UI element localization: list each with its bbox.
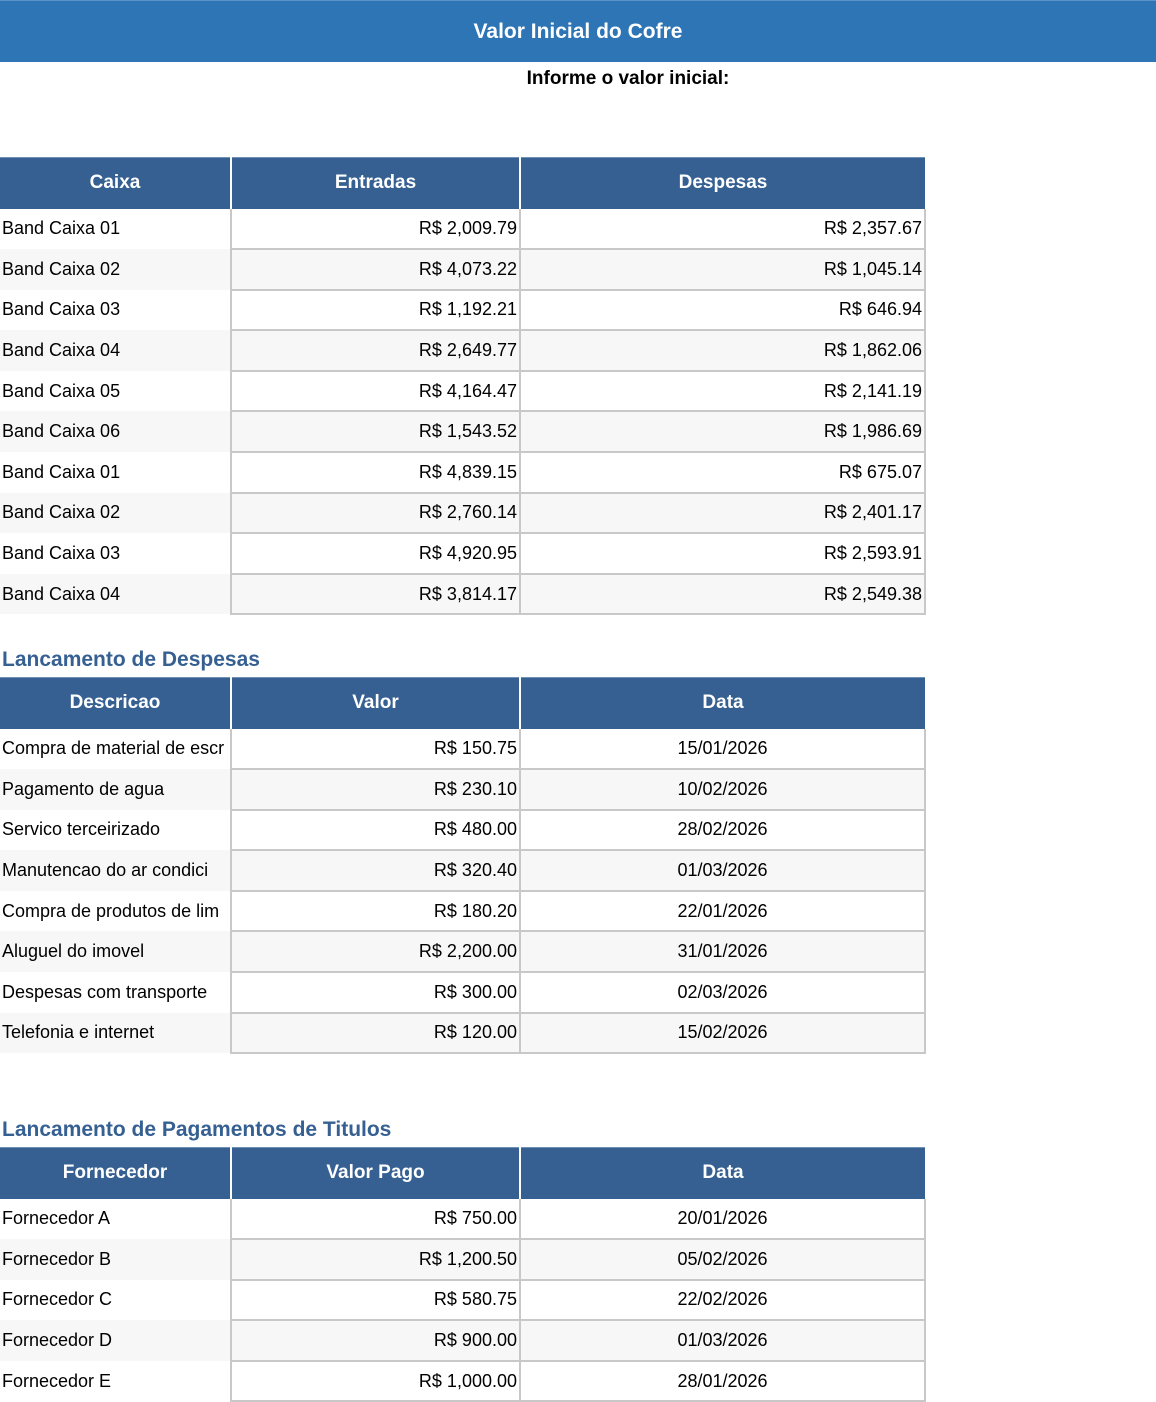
valor-cell[interactable]: R$ 120.00 xyxy=(231,1013,520,1054)
despesas-cell[interactable]: R$ 1,045.14 xyxy=(520,249,925,290)
fornecedor-cell[interactable]: Fornecedor D xyxy=(0,1320,231,1361)
table-row xyxy=(0,850,925,891)
valor-cell[interactable]: R$ 230.10 xyxy=(231,769,520,810)
caixa-cell[interactable]: Band Caixa 03 xyxy=(0,290,231,331)
valor-cell[interactable]: R$ 300.00 xyxy=(231,972,520,1013)
table-row xyxy=(0,209,925,250)
despesas-table-header xyxy=(0,678,925,729)
caixa-cell[interactable]: Band Caixa 02 xyxy=(0,493,231,534)
data-cell[interactable]: 22/01/2026 xyxy=(520,891,925,932)
col-header-valor[interactable]: Valor xyxy=(231,678,520,729)
descricao-cell[interactable]: Servico terceirizado xyxy=(0,810,231,851)
data-cell[interactable]: 05/02/2026 xyxy=(520,1239,925,1280)
valor-pago-cell[interactable]: R$ 580.75 xyxy=(231,1280,520,1321)
caixa-table xyxy=(0,157,926,615)
despesas-cell[interactable]: R$ 646.94 xyxy=(520,290,925,331)
valor-cell[interactable]: R$ 320.40 xyxy=(231,850,520,891)
valor-cell[interactable]: R$ 180.20 xyxy=(231,891,520,932)
table-row xyxy=(0,1013,925,1054)
data-cell[interactable]: 02/03/2026 xyxy=(520,972,925,1013)
caixa-cell[interactable]: Band Caixa 04 xyxy=(0,330,231,371)
data-cell[interactable]: 15/02/2026 xyxy=(520,1013,925,1054)
despesas-cell[interactable]: R$ 2,401.17 xyxy=(520,493,925,534)
table-row xyxy=(0,1239,925,1280)
entradas-cell[interactable]: R$ 4,839.15 xyxy=(231,452,520,493)
table-row xyxy=(0,729,925,770)
initial-value-prompt: Informe o valor inicial: xyxy=(526,68,730,89)
table-row xyxy=(0,972,925,1013)
entradas-cell[interactable]: R$ 2,649.77 xyxy=(231,330,520,371)
caixa-cell[interactable]: Band Caixa 04 xyxy=(0,574,231,615)
valor-cell[interactable]: R$ 2,200.00 xyxy=(231,931,520,972)
despesas-cell[interactable]: R$ 1,862.06 xyxy=(520,330,925,371)
table-row xyxy=(0,290,925,331)
entradas-cell[interactable]: R$ 1,192.21 xyxy=(231,290,520,331)
col-header-data[interactable]: Data xyxy=(520,678,925,729)
table-row xyxy=(0,1361,925,1402)
data-cell[interactable]: 22/02/2026 xyxy=(520,1280,925,1321)
despesas-cell[interactable]: R$ 2,549.38 xyxy=(520,574,925,615)
caixa-cell[interactable]: Band Caixa 02 xyxy=(0,249,231,290)
descricao-cell[interactable]: Manutencao do ar condici xyxy=(0,850,231,891)
despesas-section-title: Lancamento de Despesas xyxy=(2,648,260,671)
caixa-cell[interactable]: Band Caixa 06 xyxy=(0,411,231,452)
caixa-cell[interactable]: Band Caixa 05 xyxy=(0,371,231,412)
fornecedor-cell[interactable]: Fornecedor A xyxy=(0,1199,231,1240)
descricao-cell[interactable]: Compra de material de escr xyxy=(0,729,231,770)
descricao-cell[interactable]: Pagamento de agua xyxy=(0,769,231,810)
descricao-cell[interactable]: Compra de produtos de lim xyxy=(0,891,231,932)
table-row xyxy=(0,249,925,290)
entradas-cell[interactable]: R$ 3,814.17 xyxy=(231,574,520,615)
table-row xyxy=(0,574,925,615)
data-cell[interactable]: 01/03/2026 xyxy=(520,850,925,891)
valor-pago-cell[interactable]: R$ 750.00 xyxy=(231,1199,520,1240)
despesas-cell[interactable]: R$ 2,141.19 xyxy=(520,371,925,412)
table-row xyxy=(0,411,925,452)
table-row xyxy=(0,1320,925,1361)
col-header-entradas[interactable]: Entradas xyxy=(231,158,520,209)
table-row xyxy=(0,1199,925,1240)
col-header-despesas[interactable]: Despesas xyxy=(520,158,925,209)
caixa-cell[interactable]: Band Caixa 01 xyxy=(0,209,231,250)
table-row xyxy=(0,452,925,493)
table-row xyxy=(0,769,925,810)
entradas-cell[interactable]: R$ 1,543.52 xyxy=(231,411,520,452)
title-bar xyxy=(0,0,1156,62)
table-row xyxy=(0,810,925,851)
entradas-cell[interactable]: R$ 4,073.22 xyxy=(231,249,520,290)
entradas-cell[interactable]: R$ 4,920.95 xyxy=(231,533,520,574)
valor-cell[interactable]: R$ 480.00 xyxy=(231,810,520,851)
data-cell[interactable]: 01/03/2026 xyxy=(520,1320,925,1361)
fornecedor-cell[interactable]: Fornecedor E xyxy=(0,1361,231,1402)
titulos-table-header xyxy=(0,1148,925,1199)
col-header-fornecedor[interactable]: Fornecedor xyxy=(0,1148,231,1199)
fornecedor-cell[interactable]: Fornecedor C xyxy=(0,1280,231,1321)
caixa-table-header xyxy=(0,158,925,209)
col-header-valor-pago[interactable]: Valor Pago xyxy=(231,1148,520,1199)
data-cell[interactable]: 10/02/2026 xyxy=(520,769,925,810)
col-header-data[interactable]: Data xyxy=(520,1148,925,1199)
caixa-cell[interactable]: Band Caixa 03 xyxy=(0,533,231,574)
descricao-cell[interactable]: Telefonia e internet xyxy=(0,1013,231,1054)
valor-pago-cell[interactable]: R$ 1,000.00 xyxy=(231,1361,520,1402)
valor-pago-cell[interactable]: R$ 900.00 xyxy=(231,1320,520,1361)
page-title: Valor Inicial do Cofre xyxy=(473,19,683,43)
despesas-cell[interactable]: R$ 2,357.67 xyxy=(520,209,925,250)
data-cell[interactable]: 28/02/2026 xyxy=(520,810,925,851)
table-row xyxy=(0,330,925,371)
data-cell[interactable]: 31/01/2026 xyxy=(520,931,925,972)
valor-cell[interactable]: R$ 150.75 xyxy=(231,729,520,770)
data-cell[interactable]: 15/01/2026 xyxy=(520,729,925,770)
despesas-cell[interactable]: R$ 675.07 xyxy=(520,452,925,493)
entradas-cell[interactable]: R$ 4,164.47 xyxy=(231,371,520,412)
despesas-cell[interactable]: R$ 1,986.69 xyxy=(520,411,925,452)
data-cell[interactable]: 20/01/2026 xyxy=(520,1199,925,1240)
table-row xyxy=(0,533,925,574)
caixa-cell[interactable]: Band Caixa 01 xyxy=(0,452,231,493)
entradas-cell[interactable]: R$ 2,760.14 xyxy=(231,493,520,534)
table-row xyxy=(0,371,925,412)
fornecedor-cell[interactable]: Fornecedor B xyxy=(0,1239,231,1280)
table-row xyxy=(0,891,925,932)
despesas-cell[interactable]: R$ 2,593.91 xyxy=(520,533,925,574)
valor-pago-cell[interactable]: R$ 1,200.50 xyxy=(231,1239,520,1280)
table-row xyxy=(0,931,925,972)
table-row xyxy=(0,1280,925,1321)
titulos-table xyxy=(0,1147,926,1402)
entradas-cell[interactable]: R$ 2,009.79 xyxy=(231,209,520,250)
table-row xyxy=(0,493,925,534)
descricao-cell[interactable]: Aluguel do imovel xyxy=(0,931,231,972)
col-header-descricao[interactable]: Descricao xyxy=(0,678,231,729)
despesas-table xyxy=(0,677,926,1054)
col-header-caixa[interactable]: Caixa xyxy=(0,158,231,209)
titulos-section-title: Lancamento de Pagamentos de Titulos xyxy=(2,1118,392,1141)
data-cell[interactable]: 28/01/2026 xyxy=(520,1361,925,1402)
descricao-cell[interactable]: Despesas com transporte xyxy=(0,972,231,1013)
initial-value-cell[interactable] xyxy=(520,96,740,122)
